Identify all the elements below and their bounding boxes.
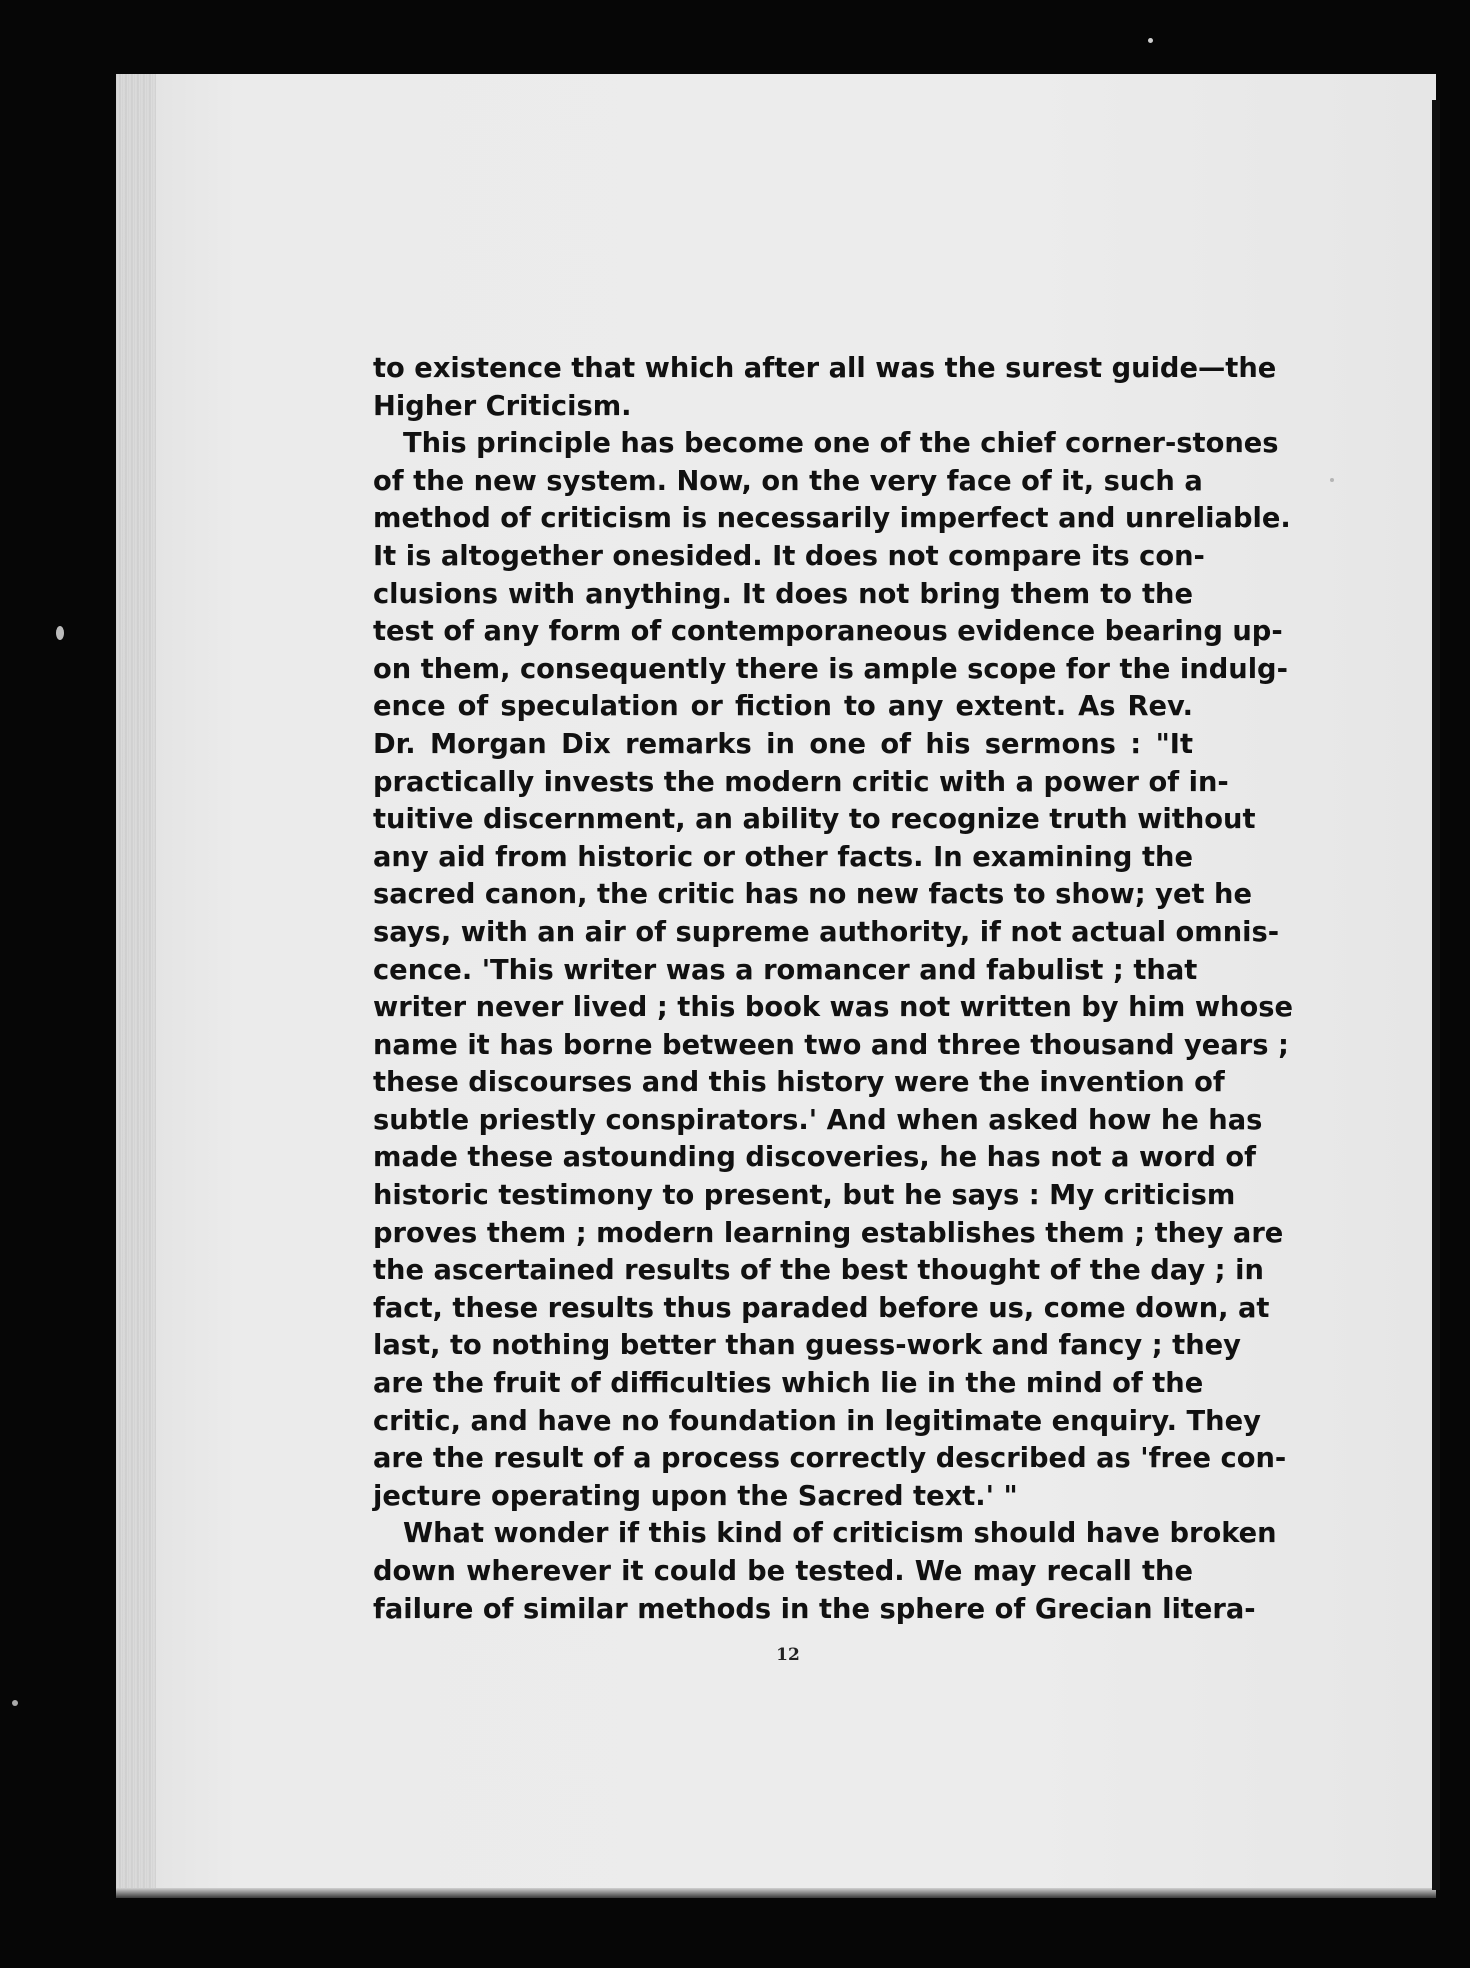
text-line: Higher Criticism. xyxy=(373,390,632,422)
text-line: writer never lived ; this book was not written by him whose xyxy=(373,992,1294,1024)
text-line: on them, consequently there is ample scope for the indulg- xyxy=(373,653,1288,685)
dust-speck xyxy=(1330,478,1334,482)
body-text xyxy=(373,350,1294,1628)
text-line: What wonder if this kind of criticism should have broken xyxy=(403,1518,1277,1550)
text-line: tuitive discernment, an ability to recognize truth without xyxy=(373,804,1256,836)
text-line: name it has borne between two and three thousand years ; xyxy=(373,1029,1289,1061)
dust-speck xyxy=(12,1700,18,1706)
text-line: failure of similar methods in the sphere of Grecian litera- xyxy=(373,1593,1256,1625)
text-line: are the result of a process correctly described as 'free con- xyxy=(373,1443,1287,1475)
scan-background-bottom xyxy=(0,1898,1470,1968)
text-line: clusions with anything. It does not bring them to the xyxy=(373,578,1193,610)
text-line: Dr. Morgan Dix remarks in one of his sermons : "It xyxy=(373,728,1193,760)
text-line: sacred canon, the critic has no new facts to show; yet he xyxy=(373,879,1252,911)
text-line: fact, these results thus paraded before us, come down, at xyxy=(373,1292,1270,1324)
text-line: historic testimony to present, but he says : My criticism xyxy=(373,1180,1236,1212)
text-line: says, with an air of supreme authority, if not actual omnis- xyxy=(373,916,1280,948)
dust-speck xyxy=(56,626,64,640)
text-line: method of criticism is necessarily imperfect and unreliable. xyxy=(373,503,1291,535)
text-line: critic, and have no foundation in legitimate enquiry. They xyxy=(373,1405,1261,1437)
text-line: to existence that which after all was the surest guide—the xyxy=(373,353,1277,384)
text-line: are the fruit of difficulties which lie in the mind of the xyxy=(373,1368,1204,1400)
text-line: made these astounding discoveries, he has not a word of xyxy=(373,1142,1257,1174)
text-line: subtle priestly conspirators.' And when asked how he has xyxy=(373,1104,1263,1136)
text-line: ence of speculation or fiction to any extent. As Rev. xyxy=(373,691,1193,723)
text-line: of the new system. Now, on the very face of it, such a xyxy=(373,465,1203,497)
scan-background-right xyxy=(1440,0,1470,1968)
text-line: any aid from historic or other facts. In examining the xyxy=(373,841,1193,873)
text-line: the ascertained results of the best thought of the day ; in xyxy=(373,1255,1264,1287)
page-bottom-edge xyxy=(116,1888,1436,1898)
text-line: practically invests the modern critic with a power of in- xyxy=(373,766,1229,798)
page-number: 12 xyxy=(776,1645,800,1665)
page-binding-edge xyxy=(116,74,156,1894)
text-line: It is altogether onesided. It does not compare its con- xyxy=(373,540,1205,572)
text-line: down wherever it could be tested. We may recall the xyxy=(373,1556,1193,1587)
text-line: test of any form of contemporaneous evidence bearing up- xyxy=(373,616,1283,648)
text-line: jecture operating upon the Sacred text.' " xyxy=(373,1480,1018,1512)
text-line: last, to nothing better than guess-work and fancy ; they xyxy=(373,1330,1241,1362)
text-line: these discourses and this history were the invention of xyxy=(373,1067,1225,1099)
text-line: proves them ; modern learning establishes them ; they are xyxy=(373,1217,1284,1249)
text-line: cence. 'This writer was a romancer and fabulist ; that xyxy=(373,954,1198,986)
text-line: This principle has become one of the chief corner-stones xyxy=(403,428,1279,460)
page-right-border xyxy=(1432,100,1440,1890)
dust-speck xyxy=(1148,38,1153,43)
